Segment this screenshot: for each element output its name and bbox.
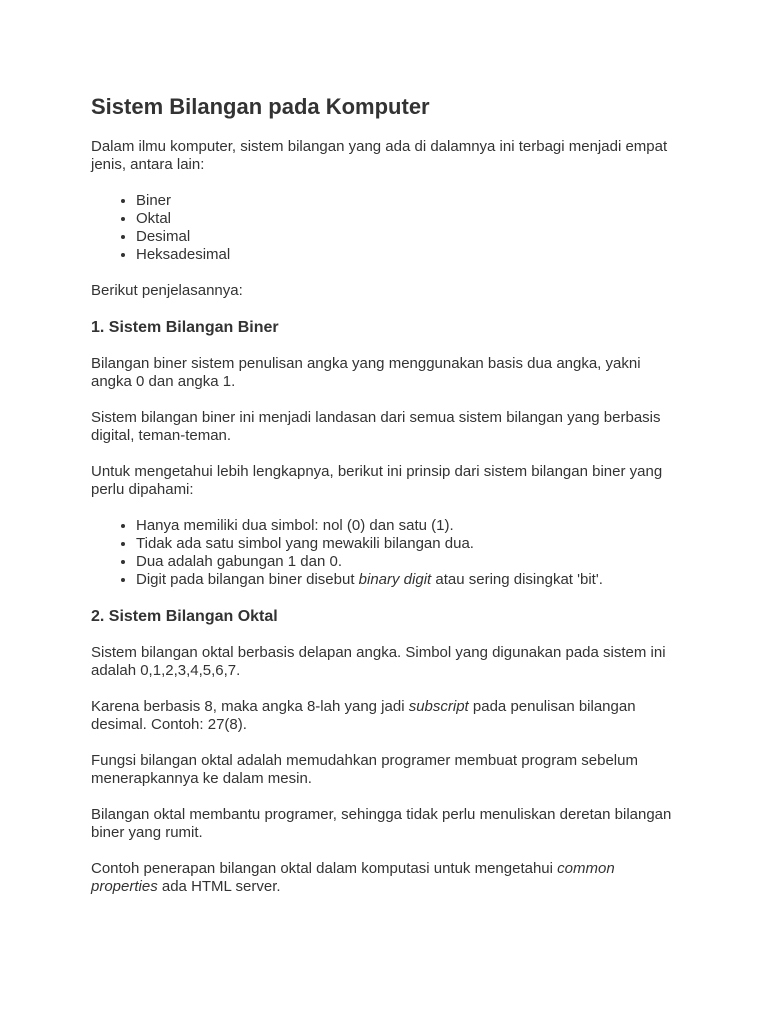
article-content bbox=[91, 94, 681, 914]
list-item: • Oktal bbox=[136, 210, 681, 228]
principle-4-text-before: Digit pada bilangan biner disebut bbox=[136, 571, 359, 588]
oktal-paragraph-5 bbox=[91, 860, 681, 896]
biner-paragraph-2: Sistem bilangan biner ini menjadi landasan dari semua sistem bilangan yang berbasis digital, teman-teman. bbox=[91, 409, 661, 444]
biner-paragraph-1: Bilangan biner sistem penulisan angka yang menggunakan basis dua angka, yakni angka 0 dan angka 1. bbox=[91, 355, 641, 390]
biner-principles-list bbox=[91, 517, 681, 589]
binary-digit-term: binary digit bbox=[358, 571, 432, 588]
principle-4-text-after: atau sering disingkat 'bit'. bbox=[431, 571, 603, 588]
oktal-p5-text-after: ada HTML server. bbox=[157, 878, 281, 895]
list-item: • Desimal bbox=[136, 228, 681, 246]
section-heading-oktal: 2. Sistem Bilangan Oktal bbox=[91, 608, 278, 625]
intro-paragraph: Dalam ilmu komputer, sistem bilangan yang ada di dalamnya ini terbagi menjadi empat jenis, antara lain: bbox=[91, 138, 668, 173]
list-item: • Heksadesimal bbox=[136, 246, 681, 264]
explanation-lead: Berikut penjelasannya: bbox=[91, 282, 243, 299]
list-item: • Dua adalah gabungan 1 dan 0. bbox=[136, 553, 681, 571]
common-properties-term: common properties bbox=[91, 860, 615, 895]
list-item: • Biner bbox=[136, 192, 681, 210]
number-system-types-list bbox=[91, 192, 681, 264]
oktal-paragraph-1: Sistem bilangan oktal berbasis delapan angka. Simbol yang digunakan pada sistem ini adalah 0,1,2,3,4,5,6,7. bbox=[91, 644, 666, 679]
oktal-p5-text-before: Contoh penerapan bilangan oktal dalam komputasi untuk mengetahui bbox=[91, 860, 558, 877]
page-title: Sistem Bilangan pada Komputer bbox=[91, 94, 430, 119]
oktal-p2-text-before: Karena berbasis 8, maka angka 8-lah yang jadi bbox=[91, 698, 409, 715]
oktal-paragraph-2 bbox=[91, 698, 681, 734]
list-item: • Tidak ada satu simbol yang mewakili bilangan dua. bbox=[136, 535, 681, 553]
section-heading-biner: 1. Sistem Bilangan Biner bbox=[91, 319, 279, 336]
list-item: • Hanya memiliki dua simbol: nol (0) dan satu (1). bbox=[136, 517, 681, 535]
subscript-term: subscript bbox=[408, 698, 469, 715]
oktal-paragraph-4: Bilangan oktal membantu programer, sehingga tidak perlu menuliskan deretan bilangan biner yang rumit. bbox=[91, 806, 672, 841]
oktal-p2-text-after: pada penulisan bilangan desimal. Contoh: 27(8). bbox=[91, 698, 636, 733]
list-item bbox=[136, 571, 681, 589]
oktal-paragraph-3: Fungsi bilangan oktal adalah memudahkan programer membuat program sebelum menerapkannya ke dalam mesin. bbox=[91, 752, 638, 787]
biner-paragraph-3: Untuk mengetahui lebih lengkapnya, berikut ini prinsip dari sistem bilangan biner yang perlu dipahami: bbox=[91, 463, 663, 498]
